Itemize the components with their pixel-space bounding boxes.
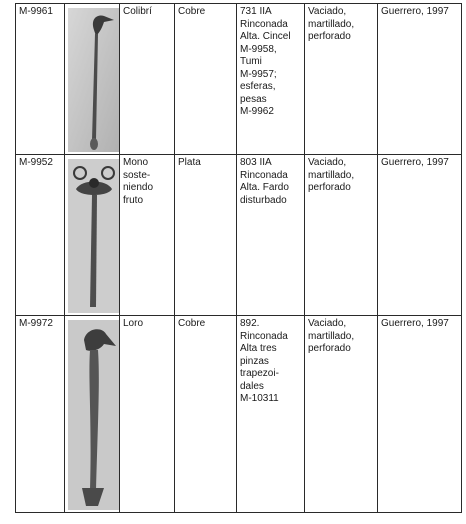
table-row xyxy=(16,4,462,155)
loro-pin-photo xyxy=(68,320,119,510)
figure-name: Loro xyxy=(120,316,175,513)
technique: Vaciado, martillado, perforado xyxy=(305,155,378,316)
technique: Vaciado, martillado, perforado xyxy=(305,316,378,513)
table-row xyxy=(16,155,462,316)
photo-cell xyxy=(65,316,120,513)
reference: Guerrero, 1997 xyxy=(378,316,462,513)
catalog-table xyxy=(15,3,462,513)
photo-cell xyxy=(65,155,120,316)
technique: Vaciado, martillado, perforado xyxy=(305,4,378,155)
photo-cell xyxy=(65,4,120,155)
metal: Cobre xyxy=(175,4,237,155)
reference: Guerrero, 1997 xyxy=(378,4,462,155)
metal: Cobre xyxy=(175,316,237,513)
context: 892. Rinconada Alta tres pinzas trapezoi- dales M-10311 xyxy=(237,316,305,513)
context: 731 IIA Rinconada Alta. Cincel M-9958, Tumi M-9957; esferas, pesas M-9962 xyxy=(237,4,305,155)
catalog-number: M-9952 xyxy=(16,155,65,316)
colibri-pin-photo xyxy=(68,8,119,152)
table-row xyxy=(16,316,462,513)
metal: Plata xyxy=(175,155,237,316)
figure-name: Colibrí xyxy=(120,4,175,155)
context: 803 IIA Rinconada Alta. Fardo disturbado xyxy=(237,155,305,316)
figure-name: Mono soste- niendo fruto xyxy=(120,155,175,316)
catalog-number: M-9961 xyxy=(16,4,65,155)
mono-pin-photo xyxy=(68,159,119,313)
catalog-number: M-9972 xyxy=(16,316,65,513)
reference: Guerrero, 1997 xyxy=(378,155,462,316)
